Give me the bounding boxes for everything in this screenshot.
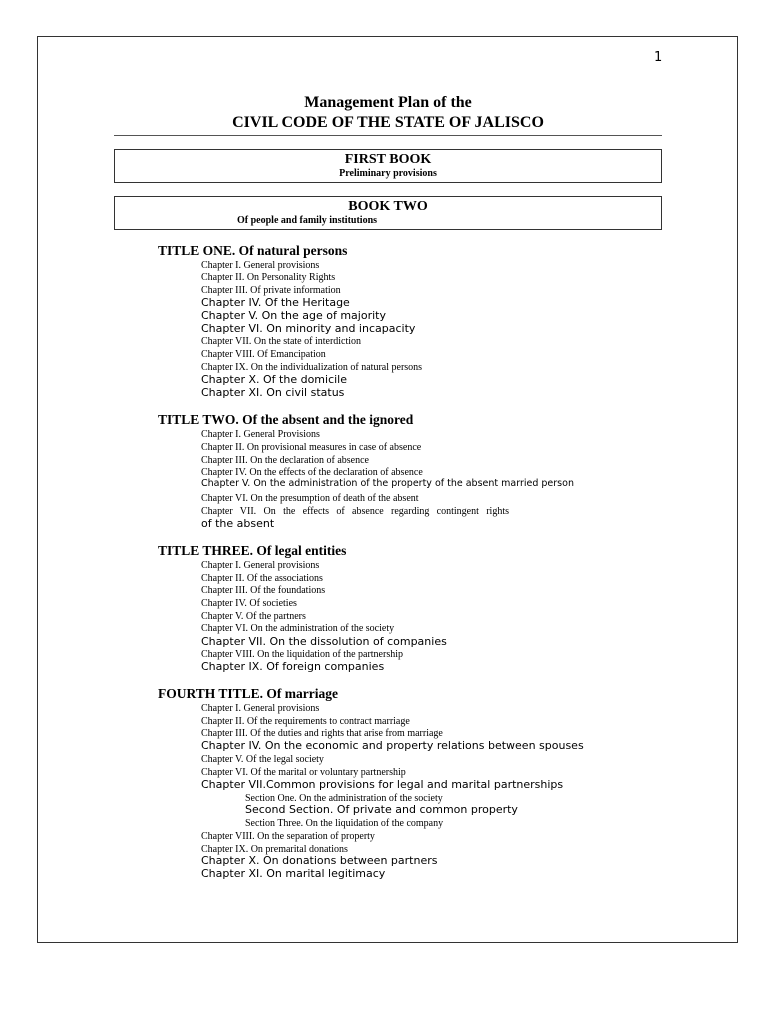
book-subtitle: Preliminary provisions (339, 168, 437, 179)
chapter-item: Chapter IV. Of societies (201, 598, 297, 609)
chapter-item: Chapter III. Of private information (201, 285, 341, 296)
chapter-item: Chapter VIII. Of Emancipation (201, 349, 326, 360)
title-heading: TITLE TWO. Of the absent and the ignored (158, 412, 414, 427)
book-name: BOOK TWO (348, 199, 428, 214)
section-item: Section One. On the administration of the society (245, 793, 443, 804)
chapter-item: Chapter VII. On the dissolution of companies (201, 635, 447, 648)
title-heading: FOURTH TITLE. Of marriage (158, 686, 339, 701)
chapter-item: Chapter V. On the administration of the property of the absent married person (201, 478, 574, 489)
chapter-item: Chapter V. On the age of majority (201, 309, 386, 322)
section-item: Second Section. Of private and common property (245, 803, 518, 816)
chapter-item: Chapter X. Of the domicile (201, 373, 347, 386)
chapter-item: Chapter I. General provisions (201, 703, 320, 714)
book-subtitle: Of people and family institutions (237, 215, 378, 226)
chapter-item: Chapter II. Of the requirements to contract marriage (201, 716, 410, 727)
chapter-item: Chapter VIII. On the separation of property (201, 831, 375, 842)
book-name: FIRST BOOK (344, 152, 432, 167)
chapter-item: Chapter IV. On the effects of the declaration of absence (201, 467, 423, 478)
chapter-item: Chapter IX. On premarital donations (201, 844, 348, 855)
chapter-item: Chapter I. General provisions (201, 560, 320, 571)
chapter-item: Chapter VII.Common provisions for legal and marital partnerships (201, 778, 564, 791)
chapter-item: Chapter VI. On the presumption of death of the absent (201, 493, 419, 504)
chapter-item: Chapter VI. Of the marital or voluntary partnership (201, 767, 406, 778)
chapter-item: Chapter X. On donations between partners (201, 854, 438, 867)
title-heading: TITLE THREE. Of legal entities (158, 543, 347, 558)
chapter-item: Chapter IV. On the economic and property relations between spouses (201, 739, 584, 752)
chapter-item: Chapter III. On the declaration of absence (201, 455, 369, 466)
chapter-item: Chapter II. Of the associations (201, 573, 323, 584)
book-box-second (114, 196, 662, 230)
chapter-item: Chapter II. On Personality Rights (201, 272, 336, 283)
chapter-item: Chapter VII. On the state of interdiction (201, 336, 362, 347)
document-title-line-2: CIVIL CODE OF THE STATE OF JALISCO (232, 114, 544, 131)
title-divider (114, 135, 662, 136)
chapter-item: Chapter XI. On marital legitimacy (201, 867, 386, 880)
chapter-item: Chapter III. Of the duties and rights that arise from marriage (201, 728, 443, 739)
chapter-item: Chapter V. Of the legal society (201, 754, 324, 765)
chapter-item: Chapter I. General provisions (201, 260, 320, 271)
chapter-item: Chapter VI. On minority and incapacity (201, 322, 416, 335)
chapter-item: Chapter VI. On the administration of the society (201, 623, 395, 634)
chapter-item: Chapter I. General Provisions (201, 429, 320, 440)
section-item: Section Three. On the liquidation of the company (245, 818, 444, 829)
chapter-item: Chapter VII. On the effects of absence regarding contingent rights (201, 506, 509, 517)
chapter-item: Chapter XI. On civil status (201, 386, 345, 399)
book-box-first (114, 149, 662, 183)
chapter-item: Chapter II. On provisional measures in case of absence (201, 442, 422, 453)
chapter-item: of the absent (201, 517, 275, 530)
document-title-line-1: Management Plan of the (304, 94, 472, 111)
chapter-item: Chapter IX. On the individualization of natural persons (201, 362, 423, 373)
page-number: 1 (654, 50, 663, 65)
chapter-item: Chapter IV. Of the Heritage (201, 296, 350, 309)
title-heading: TITLE ONE. Of natural persons (158, 243, 348, 258)
chapter-item: Chapter IX. Of foreign companies (201, 660, 385, 673)
chapter-item: Chapter VIII. On the liquidation of the partnership (201, 649, 403, 660)
chapter-item: Chapter V. Of the partners (201, 611, 306, 622)
chapter-item: Chapter III. Of the foundations (201, 585, 326, 596)
